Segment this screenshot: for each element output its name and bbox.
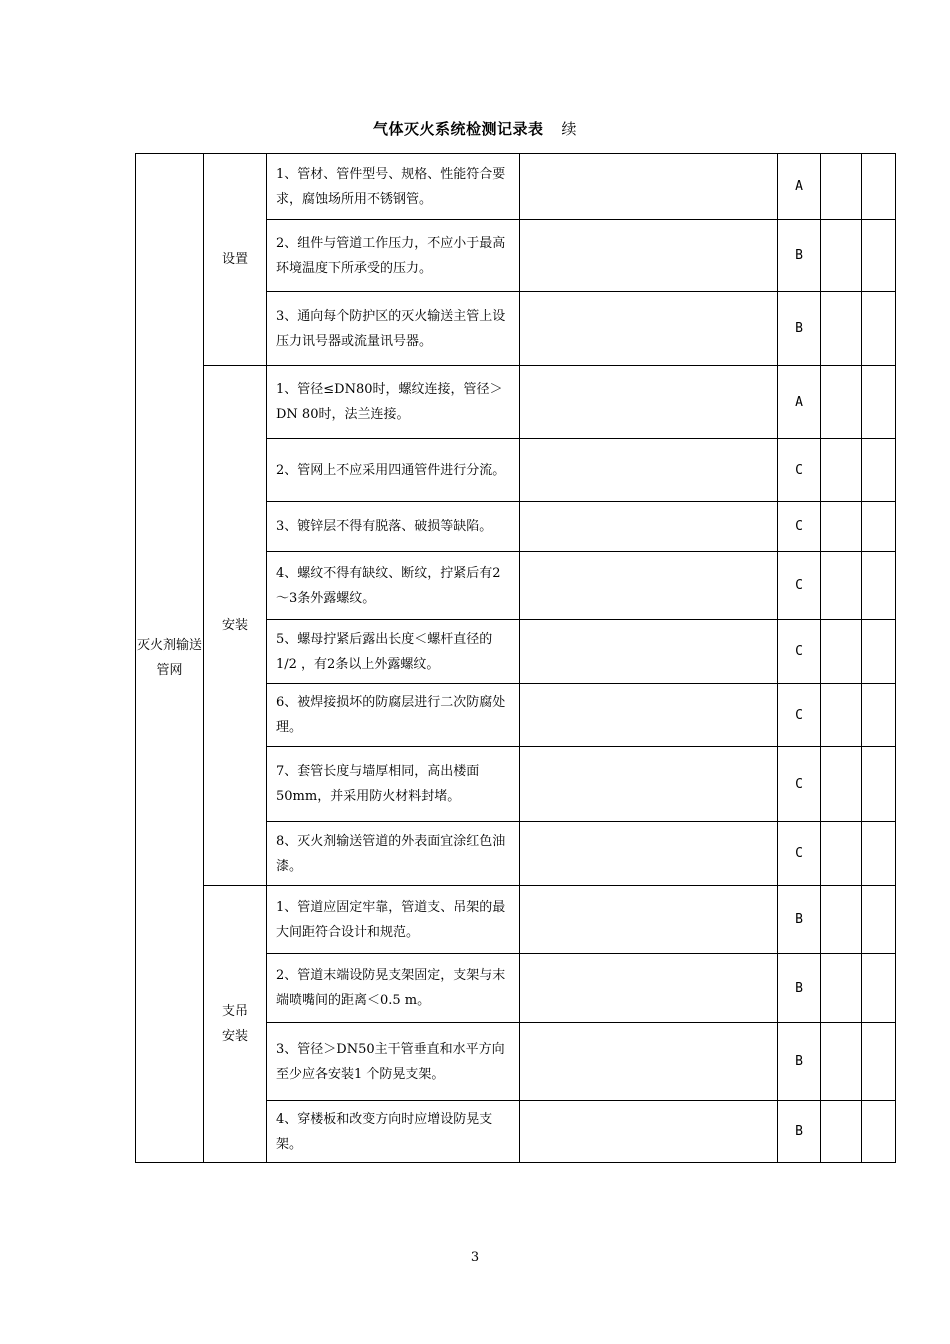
blank-cell	[862, 620, 896, 684]
blank-cell	[862, 552, 896, 620]
group-cell-install	[204, 366, 267, 886]
item-text: 4、穿楼板和改变方向时应增设防晃支架。	[267, 1101, 520, 1163]
grade-cell: C	[778, 502, 821, 552]
blank-cell	[821, 747, 862, 822]
blank-cell	[821, 220, 862, 292]
document-title	[0, 118, 950, 139]
blank-cell	[862, 439, 896, 502]
blank-cell	[821, 439, 862, 502]
item-text: 4、螺纹不得有缺纹、断纹，拧紧后有2～3条外露螺纹。	[267, 552, 520, 620]
result-cell	[520, 154, 778, 220]
blank-cell	[862, 822, 896, 886]
blank-cell	[862, 220, 896, 292]
grade-cell: C	[778, 822, 821, 886]
grade-cell: C	[778, 439, 821, 502]
blank-cell	[862, 684, 896, 747]
title-suffix: 续	[561, 120, 578, 138]
result-cell	[520, 954, 778, 1023]
blank-cell	[862, 292, 896, 366]
blank-cell	[821, 620, 862, 684]
blank-cell	[821, 886, 862, 954]
item-text: 3、管径＞DN50主干管垂直和水平方向至少应各安装1 个防晃支架。	[267, 1023, 520, 1101]
item-text: 7、套管长度与墙厚相同，高出楼面50mm，并采用防火材料封堵。	[267, 747, 520, 822]
blank-cell	[821, 502, 862, 552]
item-text: 1、管径≤DN80时，螺纹连接，管径＞DN 80时，法兰连接。	[267, 366, 520, 439]
grade-cell: B	[778, 1101, 821, 1163]
item-text: 1、管道应固定牢靠，管道支、吊架的最大间距符合设计和规范。	[267, 886, 520, 954]
blank-cell	[821, 292, 862, 366]
grade-cell: B	[778, 954, 821, 1023]
blank-cell	[821, 366, 862, 439]
blank-cell	[821, 154, 862, 220]
result-cell	[520, 886, 778, 954]
table-row	[136, 886, 896, 954]
grade-cell: C	[778, 620, 821, 684]
grade-cell: C	[778, 552, 821, 620]
grade-cell: C	[778, 684, 821, 747]
title-main: 气体灭火系统检测记录表	[372, 120, 544, 138]
blank-cell	[862, 1023, 896, 1101]
result-cell	[520, 502, 778, 552]
grade-cell: B	[778, 1023, 821, 1101]
grade-cell: A	[778, 366, 821, 439]
result-cell	[520, 1023, 778, 1101]
group-label: 设置	[221, 252, 248, 267]
item-text: 2、管网上不应采用四通管件进行分流。	[267, 439, 520, 502]
category-label: 灭火剂输送管网	[136, 638, 202, 678]
result-cell	[520, 366, 778, 439]
grade-cell: B	[778, 292, 821, 366]
result-cell	[520, 220, 778, 292]
item-text: 1、管材、管件型号、规格、性能符合要求，腐蚀场所用不锈钢管。	[267, 154, 520, 220]
grade-cell: B	[778, 220, 821, 292]
blank-cell	[821, 1023, 862, 1101]
blank-cell	[821, 684, 862, 747]
blank-cell	[862, 747, 896, 822]
blank-cell	[862, 886, 896, 954]
result-cell	[520, 620, 778, 684]
blank-cell	[821, 1101, 862, 1163]
item-text: 6、被焊接损坏的防腐层进行二次防腐处理。	[267, 684, 520, 747]
blank-cell	[862, 502, 896, 552]
item-text: 2、组件与管道工作压力，不应小于最高环境温度下所承受的压力。	[267, 220, 520, 292]
item-text: 3、通向每个防护区的灭火输送主管上设压力讯号器或流量讯号器。	[267, 292, 520, 366]
item-text: 8、灭火剂输送管道的外表面宜涂红色油漆。	[267, 822, 520, 886]
inspection-record-table	[135, 153, 896, 1163]
item-text: 3、镀锌层不得有脱落、破损等缺陷。	[267, 502, 520, 552]
blank-cell	[862, 366, 896, 439]
blank-cell	[862, 954, 896, 1023]
group-label: 支吊安装	[221, 1004, 248, 1044]
blank-cell	[862, 154, 896, 220]
result-cell	[520, 1101, 778, 1163]
blank-cell	[821, 822, 862, 886]
blank-cell	[821, 552, 862, 620]
result-cell	[520, 292, 778, 366]
result-cell	[520, 684, 778, 747]
result-cell	[520, 439, 778, 502]
category-cell	[136, 154, 204, 1163]
result-cell	[520, 822, 778, 886]
table-row	[136, 366, 896, 439]
page-number: 3	[470, 1250, 480, 1265]
group-label: 安装	[221, 618, 248, 633]
result-cell	[520, 747, 778, 822]
group-cell-setup	[204, 154, 267, 366]
table-row	[136, 154, 896, 220]
blank-cell	[821, 954, 862, 1023]
grade-cell: B	[778, 886, 821, 954]
grade-cell: C	[778, 747, 821, 822]
grade-cell: A	[778, 154, 821, 220]
item-text: 5、螺母拧紧后露出长度＜螺杆直径的1/2 ，有2条以上外露螺纹。	[267, 620, 520, 684]
result-cell	[520, 552, 778, 620]
blank-cell	[862, 1101, 896, 1163]
item-text: 2、管道末端设防晃支架固定，支架与末端喷嘴间的距离＜0.5 m。	[267, 954, 520, 1023]
group-cell-hanger-install	[204, 886, 267, 1163]
